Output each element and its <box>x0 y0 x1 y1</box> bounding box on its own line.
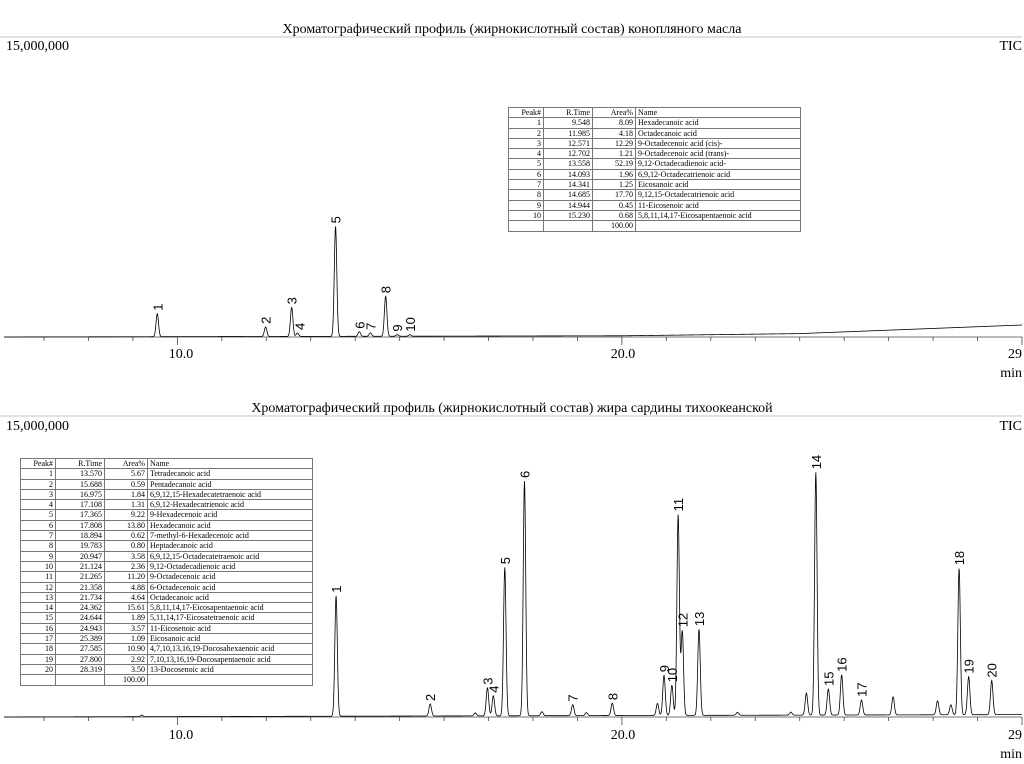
cell-area: 9.22 <box>105 510 148 520</box>
cell-name: Eicosanoic acid <box>148 634 313 644</box>
peak-label-2: 2 <box>423 693 439 701</box>
peak-table <box>508 107 801 232</box>
cell-rtime: 17.808 <box>56 520 105 530</box>
table-row <box>21 551 313 561</box>
peak-label-9: 9 <box>657 665 672 673</box>
cell-peak: 1 <box>21 469 56 479</box>
cell-area: 0.68 <box>593 210 636 220</box>
table-row <box>21 644 313 654</box>
cell-area: 52.19 <box>593 159 636 169</box>
table-row <box>509 128 801 138</box>
peak-label-3: 3 <box>480 677 496 685</box>
peak-label-4: 4 <box>292 322 308 330</box>
x-end-label: 29 <box>1008 347 1022 362</box>
cell-peak: 4 <box>21 500 56 510</box>
cell-area: 4.18 <box>593 128 636 138</box>
cell-peak: 8 <box>21 541 56 551</box>
cell-name: 6-Octadecenoic acid <box>148 582 313 592</box>
table-row <box>509 159 801 169</box>
cell-rtime: 11.985 <box>544 128 593 138</box>
cell-peak: 2 <box>509 128 544 138</box>
cell-peak: 2 <box>21 479 56 489</box>
cell-rtime: 14.685 <box>544 190 593 200</box>
cell-area: 1.96 <box>593 169 636 179</box>
table-row <box>21 623 313 633</box>
x-tick-label-10: 10.0 <box>168 347 194 362</box>
cell-peak: 20 <box>21 664 56 674</box>
table-row <box>21 510 313 520</box>
table-row <box>21 582 313 592</box>
peak-label-5: 5 <box>497 557 513 565</box>
peak-label-6: 6 <box>517 470 533 478</box>
peak-label-15: 15 <box>821 671 837 686</box>
col-header-peak: Peak# <box>509 108 544 118</box>
x-tick-label-10: 10.0 <box>168 728 194 743</box>
peak-label-2: 2 <box>258 316 274 324</box>
peak-label-1: 1 <box>150 303 166 311</box>
cell-name: 9-Octadecenoic acid (trans)- <box>636 149 801 159</box>
cell-area: 3.50 <box>105 664 148 674</box>
cell-peak: 19 <box>21 654 56 664</box>
cell-area-total: 100.00 <box>593 221 636 231</box>
cell-empty <box>509 221 544 231</box>
peak-label-18: 18 <box>952 550 968 566</box>
chromatogram-trace <box>4 226 1022 337</box>
cell-rtime: 12.571 <box>544 138 593 148</box>
x-tick-label-20: 20.0 <box>610 347 636 362</box>
cell-rtime: 21.124 <box>56 561 105 571</box>
cell-name: Hexadecanoic acid <box>636 118 801 128</box>
col-header-area: Area% <box>593 108 636 118</box>
peak-label-7: 7 <box>363 322 379 330</box>
cell-area: 1.21 <box>593 149 636 159</box>
cell-peak: 7 <box>21 531 56 541</box>
cell-rtime: 18.894 <box>56 531 105 541</box>
cell-peak: 5 <box>509 159 544 169</box>
table-row <box>21 592 313 602</box>
signal-type-label: TIC <box>999 39 1022 54</box>
cell-rtime: 13.558 <box>544 159 593 169</box>
peak-label-4: 4 <box>486 685 502 693</box>
cell-area: 0.45 <box>593 200 636 210</box>
cell-area: 8.09 <box>593 118 636 128</box>
cell-rtime: 24.943 <box>56 623 105 633</box>
peak-label-8: 8 <box>378 286 394 294</box>
table-row <box>21 531 313 541</box>
cell-name: 5,11,14,17-Eicosatetraenoic acid <box>148 613 313 623</box>
cell-name: 6,9,12,15-Hexadecatetraenoic acid <box>148 489 313 499</box>
x-axis-ticks <box>44 717 1022 725</box>
cell-name: 4,7,10,13,16,19-Docosahexaenoic acid <box>148 644 313 654</box>
peak-label-12: 12 <box>675 612 691 628</box>
col-header-rtime: R.Time <box>56 459 105 469</box>
table-row <box>21 469 313 479</box>
cell-peak: 16 <box>21 623 56 633</box>
cell-name: Octadecanoic acid <box>148 592 313 602</box>
cell-area: 10.90 <box>105 644 148 654</box>
table-total-row <box>509 221 801 231</box>
table-row <box>21 603 313 613</box>
cell-peak: 9 <box>21 551 56 561</box>
cell-peak: 13 <box>21 592 56 602</box>
cell-name: 9-Hexadecenoic acid <box>148 510 313 520</box>
cell-name: 6,9,12-Octadecatrienoic acid <box>636 169 801 179</box>
cell-area: 1.25 <box>593 180 636 190</box>
table-row <box>21 520 313 530</box>
peak-label-9: 9 <box>390 324 406 332</box>
cell-empty <box>148 675 313 685</box>
cell-rtime: 25.389 <box>56 634 105 644</box>
table-row <box>509 190 801 200</box>
cell-peak: 12 <box>21 582 56 592</box>
cell-peak: 9 <box>509 200 544 210</box>
cell-area: 1.89 <box>105 613 148 623</box>
cell-name: Eicosanoic acid <box>636 180 801 190</box>
col-header-area: Area% <box>105 459 148 469</box>
peak-label-14: 14 <box>808 454 824 470</box>
peak-labels <box>329 455 1000 702</box>
peak-label-7: 7 <box>565 694 581 702</box>
cell-rtime: 12.702 <box>544 149 593 159</box>
x-end-label: 29 <box>1008 728 1022 743</box>
cell-name: 7,10,13,16,19-Docosapentaenoic acid <box>148 654 313 664</box>
x-axis-ticks <box>44 337 1022 345</box>
col-header-rtime: R.Time <box>544 108 593 118</box>
cell-area: 4.64 <box>105 592 148 602</box>
table-header-row <box>509 108 801 118</box>
cell-rtime: 13.570 <box>56 469 105 479</box>
table-total-row <box>21 675 313 685</box>
cell-rtime: 21.734 <box>56 592 105 602</box>
cell-name: Octadecanoic acid <box>636 128 801 138</box>
cell-rtime: 21.265 <box>56 572 105 582</box>
table-row <box>509 169 801 179</box>
peak-label-16: 16 <box>834 657 850 672</box>
peak-label-3: 3 <box>284 297 300 305</box>
cell-peak: 11 <box>21 572 56 582</box>
signal-type-label: TIC <box>999 419 1022 434</box>
cell-name: 9,12-Octadecadienoic acid- <box>636 159 801 169</box>
table-row <box>21 634 313 644</box>
cell-rtime: 24.644 <box>56 613 105 623</box>
table-row <box>21 664 313 674</box>
table-row <box>509 200 801 210</box>
cell-name: 9,12-Octadecadienoic acid <box>148 561 313 571</box>
peak-label-11: 11 <box>671 497 687 512</box>
table-row <box>509 180 801 190</box>
table-row <box>509 149 801 159</box>
cell-rtime: 14.341 <box>544 180 593 190</box>
cell-area: 1.31 <box>105 500 148 510</box>
cell-area: 11.20 <box>105 572 148 582</box>
col-header-name: Name <box>148 459 313 469</box>
cell-peak: 10 <box>21 561 56 571</box>
cell-peak: 7 <box>509 180 544 190</box>
table-row <box>21 654 313 664</box>
peak-label-10: 10 <box>664 667 680 683</box>
cell-area-total: 100.00 <box>105 675 148 685</box>
cell-rtime: 17.365 <box>56 510 105 520</box>
cell-peak: 10 <box>509 210 544 220</box>
cell-area: 1.84 <box>105 489 148 499</box>
cell-name: 11-Eicosenoic acid <box>148 623 313 633</box>
cell-rtime: 19.783 <box>56 541 105 551</box>
peak-label-17: 17 <box>854 682 870 697</box>
cell-name: 9-Octadecenoic acid <box>148 572 313 582</box>
cell-name: Tetradecanoic acid <box>148 469 313 479</box>
cell-peak: 6 <box>509 169 544 179</box>
peak-label-19: 19 <box>961 659 977 674</box>
cell-area: 17.70 <box>593 190 636 200</box>
chart-title: Хроматографический профиль (жирнокислотный состав) конопляного масла <box>282 22 742 37</box>
peak-label-10: 10 <box>402 317 418 332</box>
cell-name: 11-Eicosenoic acid <box>636 200 801 210</box>
cell-area: 0.62 <box>105 531 148 541</box>
cell-area: 2.92 <box>105 654 148 664</box>
cell-name: 9-Octadecenoic acid (cis)- <box>636 138 801 148</box>
cell-rtime: 14.944 <box>544 200 593 210</box>
cell-area: 1.09 <box>105 634 148 644</box>
table-row <box>21 613 313 623</box>
col-header-name: Name <box>636 108 801 118</box>
peak-label-5: 5 <box>328 216 344 224</box>
peak-label-1: 1 <box>329 585 345 593</box>
peak-label-6: 6 <box>352 321 368 329</box>
cell-empty <box>636 221 801 231</box>
cell-rtime: 14.093 <box>544 169 593 179</box>
cell-name: 5,8,11,14,17-Eicosapentaenoic acid <box>148 603 313 613</box>
table-row <box>21 572 313 582</box>
cell-rtime: 21.358 <box>56 582 105 592</box>
cell-name: 7-methyl-6-Hexadecenoic acid <box>148 531 313 541</box>
cell-area: 3.58 <box>105 551 148 561</box>
cell-empty <box>21 675 56 685</box>
table-header-row <box>21 459 313 469</box>
cell-peak: 3 <box>21 489 56 499</box>
cell-area: 5.67 <box>105 469 148 479</box>
cell-rtime: 27.585 <box>56 644 105 654</box>
table-row <box>21 561 313 571</box>
cell-name: Pentadecanoic acid <box>148 479 313 489</box>
x-unit-label: min <box>1000 366 1022 381</box>
cell-name: 13-Docosenoic acid <box>148 664 313 674</box>
peak-label-20: 20 <box>984 663 1000 678</box>
chart-title: Хроматографический профиль (жирнокислотный состав) жира сардины тихоокеанской <box>251 401 773 416</box>
cell-name: Hexadecanoic acid <box>148 520 313 530</box>
cell-rtime: 17.108 <box>56 500 105 510</box>
cell-peak: 1 <box>509 118 544 128</box>
table-row <box>509 138 801 148</box>
cell-rtime: 20.947 <box>56 551 105 561</box>
cell-area: 15.61 <box>105 603 148 613</box>
cell-empty <box>56 675 105 685</box>
cell-peak: 5 <box>21 510 56 520</box>
cell-area: 0.59 <box>105 479 148 489</box>
table-row <box>21 541 313 551</box>
peak-labels <box>150 216 418 331</box>
peak-label-13: 13 <box>692 611 707 627</box>
cell-name: Heptadecanoic acid <box>148 541 313 551</box>
cell-name: 9,12,15-Octadecatrienoic acid <box>636 190 801 200</box>
cell-rtime: 24.362 <box>56 603 105 613</box>
cell-peak: 4 <box>509 149 544 159</box>
cell-rtime: 15.688 <box>56 479 105 489</box>
cell-peak: 17 <box>21 634 56 644</box>
cell-empty <box>544 221 593 231</box>
col-header-peak: Peak# <box>21 459 56 469</box>
y-max-label: 15,000,000 <box>6 419 69 434</box>
y-max-label: 15,000,000 <box>6 39 69 54</box>
table-row <box>509 210 801 220</box>
cell-peak: 14 <box>21 603 56 613</box>
cell-rtime: 15.230 <box>544 210 593 220</box>
cell-rtime: 27.800 <box>56 654 105 664</box>
cell-area: 12.29 <box>593 138 636 148</box>
cell-area: 0.80 <box>105 541 148 551</box>
peak-table <box>20 458 313 686</box>
cell-name: 5,8,11,14,17-Eicosapentaenoic acid <box>636 210 801 220</box>
cell-name: 6,9,12,15-Octadecatetraenoic acid <box>148 551 313 561</box>
table-row <box>21 479 313 489</box>
cell-rtime: 16.975 <box>56 489 105 499</box>
table-row <box>21 500 313 510</box>
cell-peak: 18 <box>21 644 56 654</box>
table-row <box>21 489 313 499</box>
cell-peak: 15 <box>21 613 56 623</box>
x-tick-label-20: 20.0 <box>610 728 636 743</box>
cell-area: 4.88 <box>105 582 148 592</box>
cell-area: 13.80 <box>105 520 148 530</box>
cell-area: 2.36 <box>105 561 148 571</box>
x-unit-label: min <box>1000 747 1022 762</box>
cell-name: 6,9,12-Hexadecatrienoic acid <box>148 500 313 510</box>
peak-label-8: 8 <box>605 692 621 701</box>
table-row <box>509 118 801 128</box>
cell-peak: 8 <box>509 190 544 200</box>
cell-rtime: 9.548 <box>544 118 593 128</box>
cell-rtime: 28.319 <box>56 664 105 674</box>
cell-peak: 3 <box>509 138 544 148</box>
cell-peak: 6 <box>21 520 56 530</box>
cell-area: 3.57 <box>105 623 148 633</box>
